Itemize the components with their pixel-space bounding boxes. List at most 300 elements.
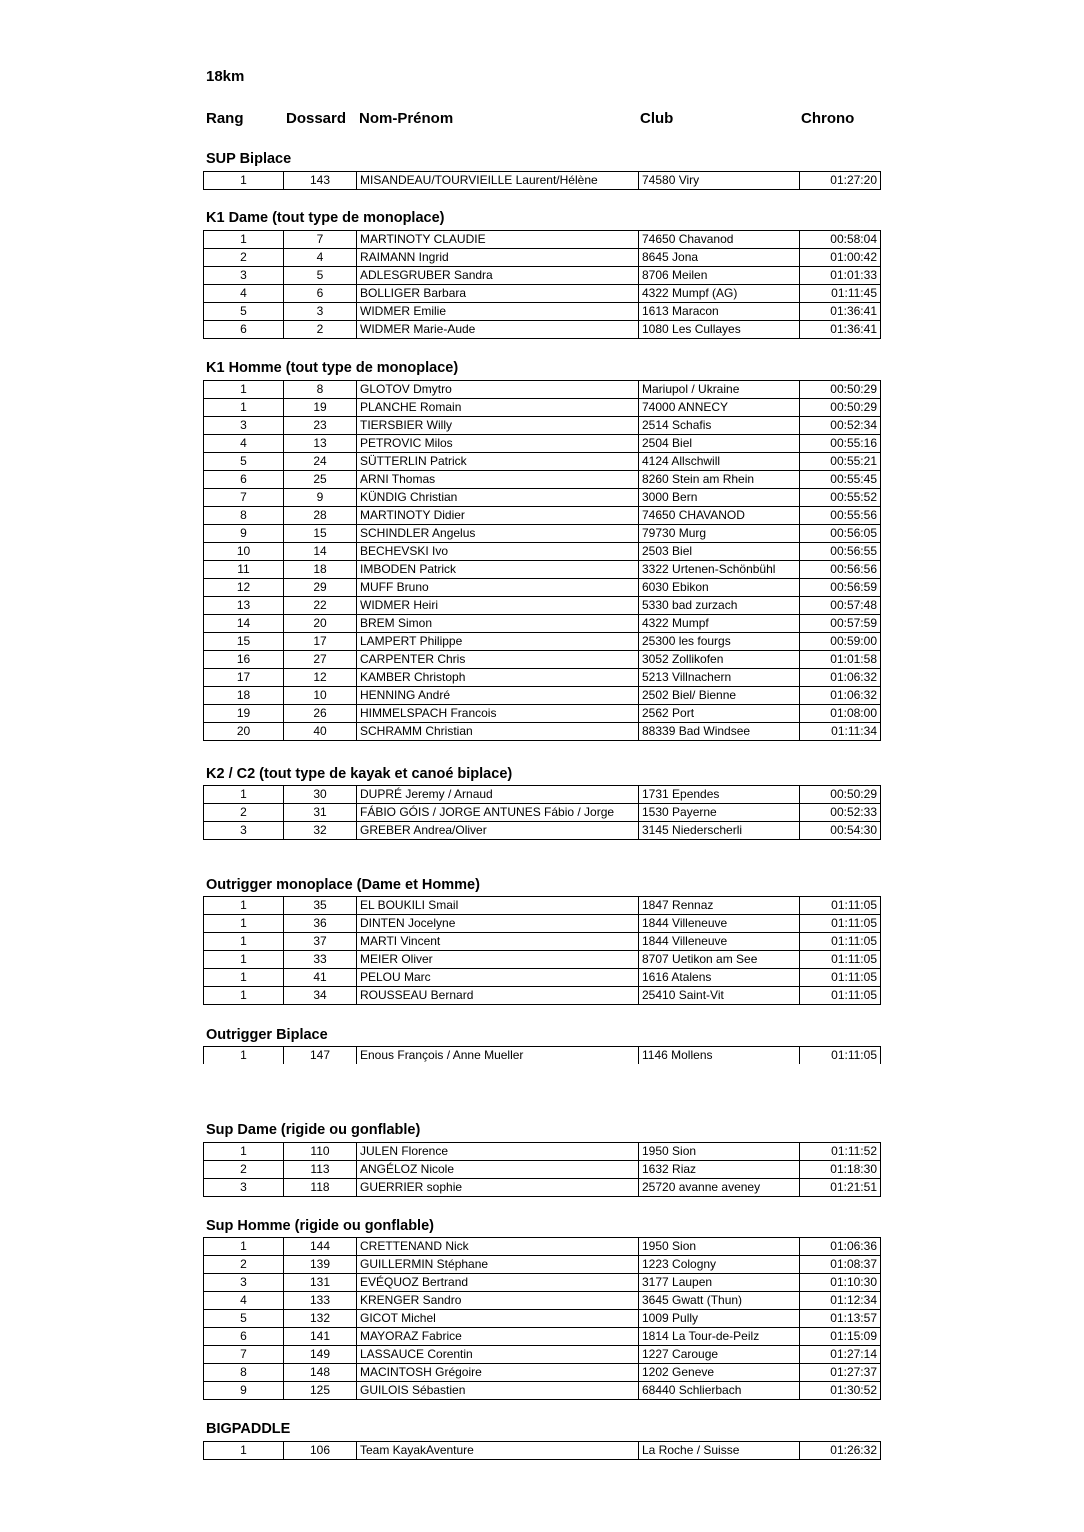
name-cell: FÁBIO GÓIS / JORGE ANTUNES Fábio / Jorge <box>357 804 639 822</box>
rank-cell: 13 <box>204 597 284 615</box>
rank-cell: 2 <box>204 1256 284 1274</box>
bib-cell: 17 <box>284 633 357 651</box>
table-row <box>204 399 881 417</box>
name-cell: DINTEN Jocelyne <box>357 915 639 933</box>
table-row <box>204 321 881 339</box>
club-cell: 8707 Uetikon am See <box>639 951 800 969</box>
table-row <box>204 705 881 723</box>
time-cell: 01:06:32 <box>800 669 881 687</box>
time-cell: 00:56:56 <box>800 561 881 579</box>
rank-cell: 1 <box>204 897 284 915</box>
bib-cell: 29 <box>284 579 357 597</box>
time-cell: 01:00:42 <box>800 249 881 267</box>
club-cell: 8645 Jona <box>639 249 800 267</box>
club-cell: 1009 Pully <box>639 1310 800 1328</box>
name-cell: MAYORAZ Fabrice <box>357 1328 639 1346</box>
section-title: Outrigger Biplace <box>206 1027 328 1043</box>
time-cell: 01:12:34 <box>800 1292 881 1310</box>
table-row <box>204 1364 881 1382</box>
time-cell: 01:11:05 <box>800 1047 881 1065</box>
rank-cell: 5 <box>204 1310 284 1328</box>
rank-cell: 6 <box>204 1328 284 1346</box>
time-cell: 01:11:05 <box>800 897 881 915</box>
time-cell: 00:55:52 <box>800 489 881 507</box>
name-cell: ROUSSEAU Bernard <box>357 987 639 1005</box>
club-cell: 1731 Ependes <box>639 786 800 804</box>
club-cell: 1950 Sion <box>639 1238 800 1256</box>
club-cell: 2504 Biel <box>639 435 800 453</box>
table-row <box>204 507 881 525</box>
time-cell: 01:10:30 <box>800 1274 881 1292</box>
time-cell: 01:27:37 <box>800 1364 881 1382</box>
table-row <box>204 1328 881 1346</box>
table-row <box>204 651 881 669</box>
rank-cell: 3 <box>204 417 284 435</box>
rank-cell: 20 <box>204 723 284 741</box>
rank-cell: 19 <box>204 705 284 723</box>
rank-cell: 9 <box>204 525 284 543</box>
name-cell: PLANCHE Romain <box>357 399 639 417</box>
name-cell: JULEN Florence <box>357 1143 639 1161</box>
name-cell: TIERSBIER Willy <box>357 417 639 435</box>
name-cell: CRETTENAND Nick <box>357 1238 639 1256</box>
club-cell: 25300 les fourgs <box>639 633 800 651</box>
club-cell: 3145 Niederscherli <box>639 822 800 840</box>
name-cell: EL BOUKILI Smail <box>357 897 639 915</box>
club-cell: 79730 Murg <box>639 525 800 543</box>
table-row <box>204 633 881 651</box>
time-cell: 01:27:14 <box>800 1346 881 1364</box>
time-cell: 01:36:41 <box>800 321 881 339</box>
club-cell: 8260 Stein am Rhein <box>639 471 800 489</box>
table-row <box>204 1346 881 1364</box>
club-cell: 1530 Payerne <box>639 804 800 822</box>
bib-cell: 40 <box>284 723 357 741</box>
club-cell: 1814 La Tour-de-Peilz <box>639 1328 800 1346</box>
time-cell: 00:56:55 <box>800 543 881 561</box>
table-row <box>204 822 881 840</box>
rank-cell: 1 <box>204 381 284 399</box>
club-cell: 1613 Maracon <box>639 303 800 321</box>
bib-cell: 20 <box>284 615 357 633</box>
table-row <box>204 723 881 741</box>
bib-cell: 3 <box>284 303 357 321</box>
header-rang: Rang <box>206 110 244 127</box>
club-cell: 1202 Geneve <box>639 1364 800 1382</box>
race-distance-title: 18km <box>206 68 245 85</box>
table-row <box>204 1143 881 1161</box>
name-cell: GREBER Andrea/Oliver <box>357 822 639 840</box>
rank-cell: 6 <box>204 321 284 339</box>
club-cell: 88339 Bad Windsee <box>639 723 800 741</box>
rank-cell: 2 <box>204 804 284 822</box>
club-cell: 74650 Chavanod <box>639 231 800 249</box>
time-cell: 01:11:34 <box>800 723 881 741</box>
bib-cell: 25 <box>284 471 357 489</box>
section-title: Sup Homme (rigide ou gonflable) <box>206 1218 434 1234</box>
table-row <box>204 1238 881 1256</box>
name-cell: PELOU Marc <box>357 969 639 987</box>
club-cell: 1844 Villeneuve <box>639 915 800 933</box>
rank-cell: 16 <box>204 651 284 669</box>
table-row <box>204 231 881 249</box>
bib-cell: 35 <box>284 897 357 915</box>
bib-cell: 26 <box>284 705 357 723</box>
club-cell: 1844 Villeneuve <box>639 933 800 951</box>
results-table <box>203 380 881 741</box>
name-cell: EVÉQUOZ Bertrand <box>357 1274 639 1292</box>
club-cell: 3645 Gwatt (Thun) <box>639 1292 800 1310</box>
name-cell: LASSAUCE Corentin <box>357 1346 639 1364</box>
bib-cell: 13 <box>284 435 357 453</box>
header-dossard: Dossard <box>286 110 347 127</box>
club-cell: 2502 Biel/ Bienne <box>639 687 800 705</box>
name-cell: HENNING André <box>357 687 639 705</box>
name-cell: MEIER Oliver <box>357 951 639 969</box>
rank-cell: 15 <box>204 633 284 651</box>
name-cell: DUPRÉ Jeremy / Arnaud <box>357 786 639 804</box>
name-cell: MACINTOSH Grégoire <box>357 1364 639 1382</box>
table-row <box>204 172 881 190</box>
name-cell: WIDMER Heiri <box>357 597 639 615</box>
bib-cell: 37 <box>284 933 357 951</box>
table-row <box>204 489 881 507</box>
club-cell: 3052 Zollikofen <box>639 651 800 669</box>
table-row <box>204 1179 881 1197</box>
club-cell: 8706 Meilen <box>639 267 800 285</box>
table-row <box>204 1442 881 1460</box>
time-cell: 01:18:30 <box>800 1161 881 1179</box>
name-cell: Enous François / Anne Mueller <box>357 1047 639 1065</box>
rank-cell: 18 <box>204 687 284 705</box>
bib-cell: 2 <box>284 321 357 339</box>
section-title: K2 / C2 (tout type de kayak et canoé biplace) <box>206 766 513 782</box>
table-row <box>204 987 881 1005</box>
table-row <box>204 804 881 822</box>
table-row <box>204 471 881 489</box>
rank-cell: 3 <box>204 822 284 840</box>
time-cell: 01:06:36 <box>800 1238 881 1256</box>
section-title: SUP Biplace <box>206 151 292 167</box>
bib-cell: 7 <box>284 231 357 249</box>
club-cell: 1632 Riaz <box>639 1161 800 1179</box>
club-cell: 5330 bad zurzach <box>639 597 800 615</box>
table-row <box>204 453 881 471</box>
club-cell: 68440 Schlierbach <box>639 1382 800 1400</box>
table-row <box>204 435 881 453</box>
bib-cell: 141 <box>284 1328 357 1346</box>
club-cell: 4322 Mumpf (AG) <box>639 285 800 303</box>
club-cell: 1227 Carouge <box>639 1346 800 1364</box>
rank-cell: 6 <box>204 471 284 489</box>
name-cell: GLOTOV Dmytro <box>357 381 639 399</box>
time-cell: 01:11:52 <box>800 1143 881 1161</box>
club-cell: 1146 Mollens <box>639 1047 800 1065</box>
rank-cell: 4 <box>204 435 284 453</box>
time-cell: 00:58:04 <box>800 231 881 249</box>
bib-cell: 23 <box>284 417 357 435</box>
time-cell: 01:06:32 <box>800 687 881 705</box>
name-cell: MARTINOTY CLAUDIE <box>357 231 639 249</box>
club-cell: 2514 Schafis <box>639 417 800 435</box>
bib-cell: 149 <box>284 1346 357 1364</box>
bib-cell: 27 <box>284 651 357 669</box>
time-cell: 01:11:05 <box>800 915 881 933</box>
name-cell: BOLLIGER Barbara <box>357 285 639 303</box>
bib-cell: 10 <box>284 687 357 705</box>
time-cell: 01:01:58 <box>800 651 881 669</box>
bib-cell: 143 <box>284 172 357 190</box>
bib-cell: 19 <box>284 399 357 417</box>
time-cell: 01:30:52 <box>800 1382 881 1400</box>
name-cell: SÜTTERLIN Patrick <box>357 453 639 471</box>
rank-cell: 1 <box>204 1442 284 1460</box>
time-cell: 01:15:09 <box>800 1328 881 1346</box>
table-row <box>204 969 881 987</box>
section-title: Outrigger monoplace (Dame et Homme) <box>206 877 480 893</box>
rank-cell: 4 <box>204 1292 284 1310</box>
bib-cell: 9 <box>284 489 357 507</box>
time-cell: 00:52:33 <box>800 804 881 822</box>
time-cell: 01:11:05 <box>800 969 881 987</box>
club-cell: 1223 Cologny <box>639 1256 800 1274</box>
results-table <box>203 1237 881 1400</box>
time-cell: 01:36:41 <box>800 303 881 321</box>
time-cell: 00:50:29 <box>800 381 881 399</box>
bib-cell: 110 <box>284 1143 357 1161</box>
results-table <box>203 785 881 840</box>
club-cell: 74580 Viry <box>639 172 800 190</box>
club-cell: 3177 Laupen <box>639 1274 800 1292</box>
table-row <box>204 1310 881 1328</box>
club-cell: 6030 Ebikon <box>639 579 800 597</box>
time-cell: 00:54:30 <box>800 822 881 840</box>
table-row <box>204 543 881 561</box>
club-cell: 5213 Villnachern <box>639 669 800 687</box>
table-row <box>204 786 881 804</box>
section-title: Sup Dame (rigide ou gonflable) <box>206 1122 421 1138</box>
rank-cell: 10 <box>204 543 284 561</box>
table-row <box>204 1256 881 1274</box>
club-cell: 4124 Allschwill <box>639 453 800 471</box>
bib-cell: 133 <box>284 1292 357 1310</box>
results-table <box>203 1046 881 1064</box>
rank-cell: 1 <box>204 1047 284 1065</box>
rank-cell: 12 <box>204 579 284 597</box>
club-cell: 3322 Urtenen-Schönbühl <box>639 561 800 579</box>
time-cell: 00:56:05 <box>800 525 881 543</box>
bib-cell: 22 <box>284 597 357 615</box>
rank-cell: 17 <box>204 669 284 687</box>
time-cell: 01:26:32 <box>800 1442 881 1460</box>
bib-cell: 5 <box>284 267 357 285</box>
table-row <box>204 303 881 321</box>
time-cell: 00:52:34 <box>800 417 881 435</box>
table-row <box>204 1047 881 1065</box>
name-cell: GUILLERMIN Stéphane <box>357 1256 639 1274</box>
time-cell: 01:11:05 <box>800 933 881 951</box>
name-cell: MARTI Vincent <box>357 933 639 951</box>
name-cell: Team KayakAventure <box>357 1442 639 1460</box>
name-cell: ARNI Thomas <box>357 471 639 489</box>
bib-cell: 8 <box>284 381 357 399</box>
rank-cell: 8 <box>204 507 284 525</box>
table-row <box>204 897 881 915</box>
rank-cell: 14 <box>204 615 284 633</box>
table-row <box>204 525 881 543</box>
rank-cell: 8 <box>204 1364 284 1382</box>
club-cell: 25410 Saint-Vit <box>639 987 800 1005</box>
rank-cell: 9 <box>204 1382 284 1400</box>
rank-cell: 3 <box>204 267 284 285</box>
table-row <box>204 285 881 303</box>
time-cell: 01:08:00 <box>800 705 881 723</box>
table-row <box>204 381 881 399</box>
club-cell: 1847 Rennaz <box>639 897 800 915</box>
time-cell: 00:55:21 <box>800 453 881 471</box>
bib-cell: 30 <box>284 786 357 804</box>
club-cell: 3000 Bern <box>639 489 800 507</box>
bib-cell: 131 <box>284 1274 357 1292</box>
rank-cell: 11 <box>204 561 284 579</box>
table-row <box>204 597 881 615</box>
name-cell: HIMMELSPACH Francois <box>357 705 639 723</box>
table-row <box>204 561 881 579</box>
name-cell: RAIMANN Ingrid <box>357 249 639 267</box>
rank-cell: 5 <box>204 303 284 321</box>
bib-cell: 41 <box>284 969 357 987</box>
club-cell: 1616 Atalens <box>639 969 800 987</box>
rank-cell: 1 <box>204 399 284 417</box>
time-cell: 01:11:45 <box>800 285 881 303</box>
bib-cell: 32 <box>284 822 357 840</box>
bib-cell: 36 <box>284 915 357 933</box>
rank-cell: 1 <box>204 1143 284 1161</box>
club-cell: 1950 Sion <box>639 1143 800 1161</box>
table-row <box>204 1292 881 1310</box>
table-row <box>204 1161 881 1179</box>
time-cell: 01:27:20 <box>800 172 881 190</box>
name-cell: WIDMER Marie-Aude <box>357 321 639 339</box>
table-row <box>204 915 881 933</box>
name-cell: KRENGER Sandro <box>357 1292 639 1310</box>
bib-cell: 106 <box>284 1442 357 1460</box>
rank-cell: 1 <box>204 786 284 804</box>
club-cell: 2503 Biel <box>639 543 800 561</box>
name-cell: MARTINOTY Didier <box>357 507 639 525</box>
bib-cell: 139 <box>284 1256 357 1274</box>
table-row <box>204 687 881 705</box>
results-table <box>203 896 881 1005</box>
club-cell: 74000 ANNECY <box>639 399 800 417</box>
club-cell: 74650 CHAVANOD <box>639 507 800 525</box>
name-cell: SCHINDLER Angelus <box>357 525 639 543</box>
table-row <box>204 669 881 687</box>
table-row <box>204 1382 881 1400</box>
name-cell: WIDMER Emilie <box>357 303 639 321</box>
bib-cell: 132 <box>284 1310 357 1328</box>
name-cell: KÜNDIG Christian <box>357 489 639 507</box>
name-cell: KAMBER Christoph <box>357 669 639 687</box>
club-cell: 1080 Les Cullayes <box>639 321 800 339</box>
time-cell: 00:55:56 <box>800 507 881 525</box>
table-row <box>204 249 881 267</box>
name-cell: SCHRAMM Christian <box>357 723 639 741</box>
time-cell: 00:55:45 <box>800 471 881 489</box>
name-cell: GICOT Michel <box>357 1310 639 1328</box>
name-cell: PETROVIC Milos <box>357 435 639 453</box>
name-cell: LAMPERT Philippe <box>357 633 639 651</box>
rank-cell: 1 <box>204 951 284 969</box>
rank-cell: 7 <box>204 489 284 507</box>
results-table <box>203 171 881 190</box>
club-cell: 2562 Port <box>639 705 800 723</box>
time-cell: 00:59:00 <box>800 633 881 651</box>
table-row <box>204 579 881 597</box>
table-row <box>204 951 881 969</box>
rank-cell: 2 <box>204 249 284 267</box>
name-cell: ANGÉLOZ Nicole <box>357 1161 639 1179</box>
rank-cell: 3 <box>204 1274 284 1292</box>
bib-cell: 148 <box>284 1364 357 1382</box>
time-cell: 01:01:33 <box>800 267 881 285</box>
name-cell: CARPENTER Chris <box>357 651 639 669</box>
bib-cell: 31 <box>284 804 357 822</box>
club-cell: La Roche / Suisse <box>639 1442 800 1460</box>
section-title: K1 Dame (tout type de monoplace) <box>206 210 445 226</box>
time-cell: 01:11:05 <box>800 987 881 1005</box>
bib-cell: 12 <box>284 669 357 687</box>
name-cell: BREM Simon <box>357 615 639 633</box>
time-cell: 01:08:37 <box>800 1256 881 1274</box>
time-cell: 01:13:57 <box>800 1310 881 1328</box>
club-cell: Mariupol / Ukraine <box>639 381 800 399</box>
time-cell: 00:50:29 <box>800 399 881 417</box>
name-cell: MUFF Bruno <box>357 579 639 597</box>
rank-cell: 3 <box>204 1179 284 1197</box>
rank-cell: 1 <box>204 933 284 951</box>
table-row <box>204 933 881 951</box>
name-cell: ADLESGRUBER Sandra <box>357 267 639 285</box>
time-cell: 00:56:59 <box>800 579 881 597</box>
time-cell: 00:50:29 <box>800 786 881 804</box>
bib-cell: 14 <box>284 543 357 561</box>
table-row <box>204 1274 881 1292</box>
name-cell: IMBODEN Patrick <box>357 561 639 579</box>
rank-cell: 7 <box>204 1346 284 1364</box>
bib-cell: 6 <box>284 285 357 303</box>
bib-cell: 4 <box>284 249 357 267</box>
rank-cell: 1 <box>204 987 284 1005</box>
header-club: Club <box>640 110 674 127</box>
bib-cell: 24 <box>284 453 357 471</box>
bib-cell: 113 <box>284 1161 357 1179</box>
table-row <box>204 417 881 435</box>
time-cell: 00:57:59 <box>800 615 881 633</box>
time-cell: 00:55:16 <box>800 435 881 453</box>
bib-cell: 33 <box>284 951 357 969</box>
rank-cell: 1 <box>204 969 284 987</box>
bib-cell: 125 <box>284 1382 357 1400</box>
name-cell: BECHEVSKI Ivo <box>357 543 639 561</box>
name-cell: GUILOIS Sébastien <box>357 1382 639 1400</box>
section-title: BIGPADDLE <box>206 1421 291 1437</box>
club-cell: 25720 avanne aveney <box>639 1179 800 1197</box>
rank-cell: 1 <box>204 172 284 190</box>
club-cell: 4322 Mumpf <box>639 615 800 633</box>
time-cell: 01:11:05 <box>800 951 881 969</box>
rank-cell: 5 <box>204 453 284 471</box>
